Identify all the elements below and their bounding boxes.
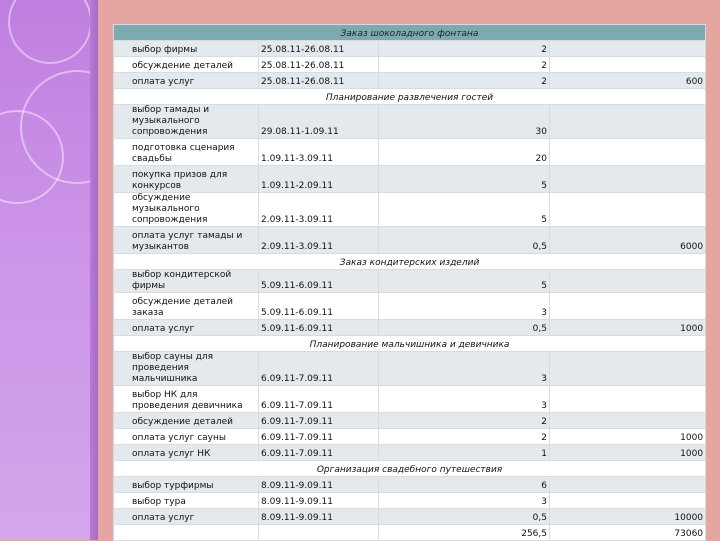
section-header-row [114,461,706,477]
count-cell: 5 [379,166,550,193]
task-name: оплата услуг [132,513,195,523]
count-cell: 2 [379,429,550,445]
count-cell: 5 [379,270,550,293]
cost-cell [550,41,706,57]
section-title: Заказ шоколадного фонтана [114,25,706,41]
dates-cell: 1.09.11-2.09.11 [259,166,379,193]
task-name: выбор фирмы [132,45,198,55]
task-cell [114,477,259,493]
decorative-circle-1 [8,0,92,64]
spreadsheet [113,24,705,539]
dates-cell: 8.09.11-9.09.11 [259,493,379,509]
cost-cell [550,270,706,293]
table-row [114,227,706,254]
dates-cell: 5.09.11-6.09.11 [259,293,379,320]
cost-cell [550,477,706,493]
count-cell: 5 [379,193,550,227]
task-name: выбор кондитерской фирмы [132,270,232,291]
dates-cell: 2.09.11-3.09.11 [259,193,379,227]
count-cell: 0,5 [379,320,550,336]
dates-cell: 5.09.11-6.09.11 [259,320,379,336]
cost-cell [550,139,706,166]
task-name: оплата услуг НК [132,449,211,459]
cost-cell: 1000 [550,429,706,445]
cost-cell: 1000 [550,445,706,461]
count-cell: 2 [379,57,550,73]
task-cell [114,293,259,320]
table-row [114,193,706,227]
dates-cell: 6.09.11-7.09.11 [259,352,379,386]
task-name: подготовка сценария свадьбы [132,143,235,164]
section-title: Заказ кондитерских изделий [114,254,706,270]
dates-cell: 5.09.11-6.09.11 [259,270,379,293]
task-name: оплата услуг [132,77,195,87]
table-row [114,73,706,89]
count-cell: 30 [379,105,550,139]
schedule-table [113,24,706,541]
task-name: обсуждение деталей заказа [132,297,233,318]
totals-empty-2 [259,525,379,541]
section-header-row [114,336,706,352]
task-cell [114,445,259,461]
section-header-row [114,25,706,41]
count-cell: 20 [379,139,550,166]
dates-cell: 25.08.11-26.08.11 [259,57,379,73]
count-cell: 3 [379,386,550,413]
dates-cell: 6.09.11-7.09.11 [259,413,379,429]
task-name: оплата услуг тамады и музыкантов [132,231,243,252]
count-cell: 3 [379,293,550,320]
cost-cell [550,352,706,386]
section-header-row [114,89,706,105]
sidebar-stripe [90,0,98,540]
table-row [114,57,706,73]
task-name: выбор НК для проведения девичника [132,390,243,411]
task-name: оплата услуг [132,324,195,334]
total-count: 256,5 [379,525,550,541]
totals-row [114,525,706,541]
table-row [114,105,706,139]
cost-cell [550,193,706,227]
count-cell: 0,5 [379,509,550,525]
dates-cell: 2.09.11-3.09.11 [259,227,379,254]
task-cell [114,105,259,139]
task-cell [114,227,259,254]
task-name: оплата услуг сауны [132,433,226,443]
task-cell [114,320,259,336]
task-cell [114,429,259,445]
task-name: выбор сауны для проведения мальчишника [132,352,214,384]
task-name: обсуждение деталей [132,417,233,427]
table-row [114,429,706,445]
cost-cell [550,57,706,73]
task-name: покупка призов для конкурсов [132,170,228,191]
dates-cell: 8.09.11-9.09.11 [259,477,379,493]
table-row [114,320,706,336]
dates-cell: 6.09.11-7.09.11 [259,386,379,413]
cost-cell: 600 [550,73,706,89]
section-title: Организация свадебного путешествия [114,461,706,477]
task-cell [114,413,259,429]
dates-cell: 29.08.11-1.09.11 [259,105,379,139]
cost-cell: 10000 [550,509,706,525]
table-row [114,386,706,413]
dates-cell: 25.08.11-26.08.11 [259,41,379,57]
task-name: выбор тура [132,497,186,507]
table-row [114,413,706,429]
cost-cell [550,413,706,429]
totals-empty-1 [114,525,259,541]
section-title: Планирование мальчишника и девичника [114,336,706,352]
task-cell [114,73,259,89]
count-cell: 2 [379,73,550,89]
cost-cell [550,293,706,320]
task-cell [114,139,259,166]
decorative-sidebar [0,0,98,540]
task-cell [114,386,259,413]
count-cell: 2 [379,41,550,57]
task-cell [114,193,259,227]
task-cell [114,493,259,509]
cost-cell [550,386,706,413]
table-row [114,166,706,193]
table-row [114,352,706,386]
table-row [114,493,706,509]
dates-cell: 1.09.11-3.09.11 [259,139,379,166]
task-cell [114,352,259,386]
task-cell [114,509,259,525]
table-row [114,509,706,525]
table-row [114,477,706,493]
count-cell: 1 [379,445,550,461]
section-title: Планирование развлечения гостей [114,89,706,105]
count-cell: 2 [379,413,550,429]
task-name: обсуждение деталей [132,61,233,71]
dates-cell: 25.08.11-26.08.11 [259,73,379,89]
table-row [114,445,706,461]
task-name: обсуждение музыкального сопровождения [132,193,208,225]
count-cell: 0,5 [379,227,550,254]
task-name: выбор турфирмы [132,481,214,491]
count-cell: 3 [379,352,550,386]
count-cell: 6 [379,477,550,493]
cost-cell: 1000 [550,320,706,336]
task-cell [114,41,259,57]
section-header-row [114,254,706,270]
dates-cell: 8.09.11-9.09.11 [259,509,379,525]
cost-cell [550,105,706,139]
task-cell [114,166,259,193]
task-name: выбор тамады и музыкального сопровождения [132,105,210,137]
cost-cell: 6000 [550,227,706,254]
table-row [114,270,706,293]
count-cell: 3 [379,493,550,509]
task-cell [114,57,259,73]
task-cell [114,270,259,293]
cost-cell [550,166,706,193]
dates-cell: 6.09.11-7.09.11 [259,429,379,445]
table-row [114,139,706,166]
table-row [114,41,706,57]
schedule-body [114,25,706,541]
cost-cell [550,493,706,509]
dates-cell: 6.09.11-7.09.11 [259,445,379,461]
total-cost: 73060 [550,525,706,541]
table-row [114,293,706,320]
